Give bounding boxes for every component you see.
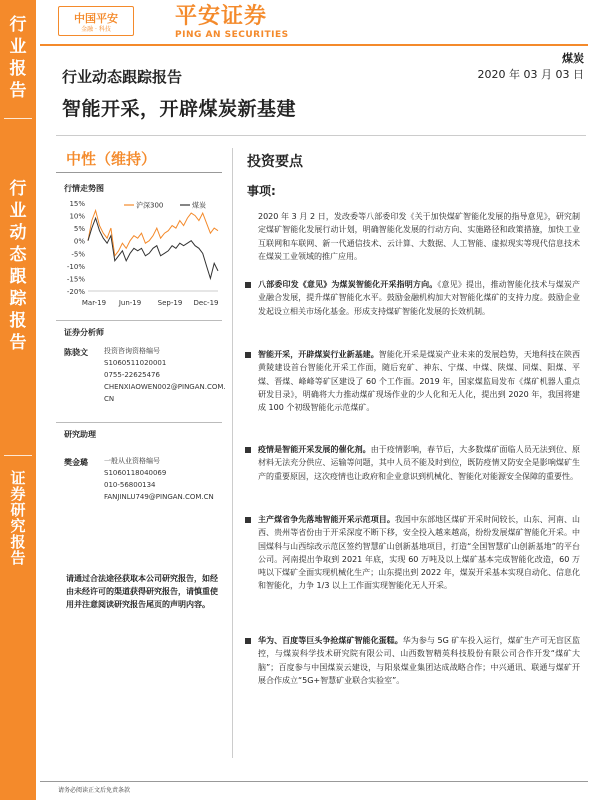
- intro-paragraph: 2020 年 3 月 2 日，发改委等八部委印发《关于加快煤矿智能化发展的指导意见》，研究制定煤矿智能化发展行动计划，明确智能化发展的行动方向、实施路径和政策措施，加快工业互联网和车联网、新一代通信技术、云计算、大数据、人工智能、虚拟现实等现代信息技术在煤炭工业领域的推广应用。: [258, 212, 580, 261]
- key-points-heading: 投资要点: [247, 154, 303, 170]
- logo1-main-text: 中国平安: [74, 12, 118, 25]
- y-tick-label: 10%: [69, 212, 85, 221]
- bullet-icon: [245, 517, 251, 523]
- disclaimer-notice: 请通过合法途径获取本公司研究报告，如经由未经许可的渠道获得研究报告，请慎重使用并注意阅读研究报告尾页的声明内容。: [66, 574, 218, 609]
- section-divider: [56, 422, 222, 423]
- rating-divider: [56, 172, 222, 173]
- point-paragraph: [258, 348, 580, 414]
- pingan-securities-logo: [175, 4, 289, 41]
- side-text-report: 行业报告: [9, 15, 27, 101]
- bullet-icon: [245, 352, 251, 358]
- analyst-email-cont[interactable]: CN: [104, 395, 115, 403]
- side-text-research: 证券研究报告: [10, 469, 26, 567]
- report-type: 行业动态跟踪报告: [62, 68, 183, 86]
- rating: 中性（维持）: [66, 150, 157, 168]
- point-paragraph: [258, 634, 580, 687]
- y-tick-label: -20%: [66, 288, 85, 296]
- point-paragraph: [258, 443, 580, 483]
- header-rule: [40, 44, 588, 46]
- price-chart-svg: [60, 195, 224, 309]
- point-text: 智能化开采是煤炭产业未来的发展趋势，天地科技在陕西黄陵建设首台智能化开采工作面，随后兖矿、神东、宁煤、中煤、陕煤、同煤、阳煤、平煤、晋煤、峰峰等矿区建设了 60 个工作面。2019 年，国家煤监局发布《煤矿机器人重点研发目录》，明确将大力推动煤矿现场作业的少人化和无人化，提出到 2020 年，我国将建成 100 个初级智能化示范煤矿。: [258, 350, 581, 413]
- y-tick-label: 5%: [73, 225, 85, 234]
- pingan-group-logo: [58, 6, 134, 36]
- assistant-detail-line: 010-56800134: [104, 481, 156, 489]
- x-tick-label: Jun-19: [118, 299, 142, 307]
- analyst-section-label: 证券分析师: [64, 328, 104, 337]
- logo1-sub-text: 金融 · 科技: [81, 26, 111, 33]
- x-tick-label: Dec-19: [193, 299, 219, 307]
- bullet-icon: [245, 447, 251, 453]
- bullet-icon: [245, 282, 251, 288]
- y-tick-label: -5%: [71, 250, 85, 259]
- point-heading: 八部委印发《意见》为煤炭智能化开采指明方向。: [258, 280, 438, 289]
- side-band: [0, 0, 36, 800]
- bullet-icon: [245, 638, 251, 644]
- column-divider: [232, 148, 233, 758]
- point-text: 由于疫情影响，春节后，大多数煤矿面临人员无法到位、原材料无法充分供应、运输等问题，其中人员不能及时到位，既防疫情又防安全是影响煤矿生产的重要原因，这次疫情也让政府和企业意识到机械化、智能化对能源安全保障的重要性。: [258, 445, 580, 481]
- point-heading: 主产煤省争先落地智能开采示范项目。: [258, 515, 395, 524]
- analyst-detail-line: S1060511020001: [104, 359, 167, 367]
- industry-category: 煤炭: [562, 52, 584, 65]
- series-line-1: [88, 218, 218, 278]
- analyst-detail-line: 0755-22625476: [104, 371, 160, 379]
- matters-heading: 事项:: [247, 184, 276, 198]
- x-tick-label: Sep-19: [157, 299, 183, 307]
- point-text: 《意见》提出，推动智能化技术与煤炭产业融合发展，提升煤矿智能化水平。鼓励金融机构加大对智能化煤矿的支持力度。鼓励企业发起设立相关市场化基金。形成支持煤矿智能化发展的长效机制。: [258, 280, 581, 316]
- point-heading: 华为、百度等巨头争抢煤矿智能化蛋糕。: [258, 636, 403, 645]
- assistant-detail-line: 一般从业资格编号: [104, 457, 160, 465]
- y-tick-label: 0%: [73, 237, 85, 246]
- assistant-details: [104, 455, 214, 503]
- side-divider: [4, 118, 32, 119]
- legend-entry: 沪深300: [136, 201, 164, 210]
- report-title: 智能开采，开辟煤炭新基建: [62, 98, 297, 120]
- footer-rule: [40, 781, 588, 782]
- price-chart: [60, 195, 224, 309]
- y-tick-label: 15%: [69, 200, 85, 208]
- y-tick-label: -10%: [66, 262, 85, 271]
- point-heading: 疫情是智能开采发展的催化剂。: [258, 445, 371, 454]
- side-divider: [4, 455, 32, 456]
- side-text-report-type: 行业动态跟踪报告: [9, 179, 27, 353]
- point-text: 我国中东部地区煤矿开采时间较长，山东、河南、山西、贵州等省份由于开采深度不断下移，安全投入越来越高，纷纷发展煤矿智能化开采。中国煤科与山西综改示范区签约智慧矿山创新基地项目，打造“全国智慧矿山创新基地”的平台公司。河南提出争取到 2021 年底，实现 60 万吨及以上煤矿基本完成智能化改造，60 万吨以下煤矿全面实现机械化生产；山东提出到 2022 年，煤炭开采基本实现自动化、信息化和智能化，力争 1/3 以上工作面实现智能化无人开采。: [258, 515, 581, 591]
- footer-disclaimer: 请务必阅读正文后免责条款: [58, 787, 131, 794]
- analyst-name: 陈骁文: [64, 348, 88, 357]
- assistant-email[interactable]: FANJINLU749@PINGAN.COM.CN: [104, 493, 214, 501]
- x-tick-label: Mar-19: [81, 299, 107, 307]
- section-divider: [56, 320, 222, 321]
- assistant-section-label: 研究助理: [64, 430, 96, 439]
- analyst-email[interactable]: CHENXIAOWEN002@PINGAN.COM.: [104, 383, 226, 391]
- point-paragraph: [258, 513, 580, 593]
- report-date: 2020 年 03 月 03 日: [477, 68, 584, 81]
- legend-entry: 煤炭: [192, 201, 206, 210]
- point-paragraph: [258, 278, 580, 318]
- assistant-name: 樊金璐: [64, 458, 88, 467]
- analyst-details: [104, 345, 226, 405]
- analyst-detail-line: 投资咨询资格编号: [104, 347, 160, 355]
- assistant-detail-line: S1060118040069: [104, 469, 167, 477]
- point-heading: 智能开采，开辟煤炭行业新基建。: [258, 350, 379, 359]
- title-divider: [56, 135, 586, 136]
- y-tick-label: -15%: [66, 275, 85, 284]
- point-text: 华为参与 5G 矿车投入运行，煤矿生产可无盲区监控，与煤炭科学技术研究院有限公司、山西数智精英科技股份有限公司合作开发“煤矿大脑”；百度参与中国煤炭云建设，与阳泉煤业集团达成战略合作；中兴通讯、联通与煤矿开展合作成立“5G+智慧矿业联合实验室”。: [258, 636, 580, 685]
- logo2-sub-text: PING AN SECURITIES: [175, 30, 289, 40]
- logo2-main-text: 平安证券: [175, 4, 268, 29]
- chart-section-label: 行情走势图: [64, 184, 104, 193]
